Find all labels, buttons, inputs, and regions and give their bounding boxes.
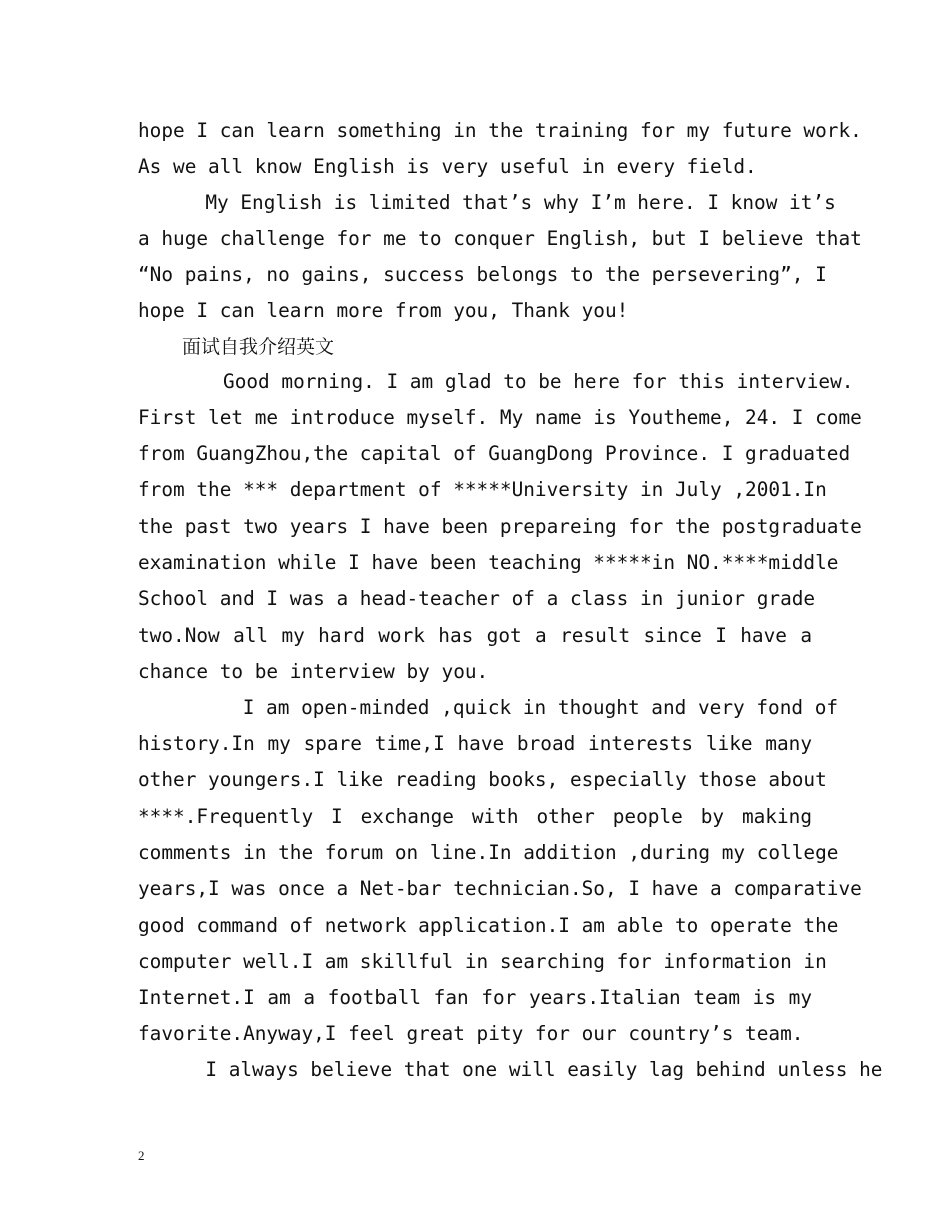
body-text-line: First let me introduce myself. My name is Youtheme, 24. I come bbox=[138, 406, 862, 429]
body-text-line: Good morning. I am glad to be here for this interview. bbox=[188, 370, 854, 393]
body-text-line: hope I can learn more from you, Thank you! bbox=[138, 299, 629, 322]
body-text-line: I always believe that one will easily lag behind unless he bbox=[182, 1058, 883, 1081]
body-text-line: ****.Frequently I exchange with other people by making bbox=[138, 805, 812, 828]
body-text-line: years,I was once a Net-bar technician.So, I have a comparative bbox=[138, 877, 862, 900]
body-text-line: hope I can learn something in the training for my future work. bbox=[138, 119, 862, 142]
body-text-line: a huge challenge for me to conquer English, but I believe that bbox=[138, 227, 862, 250]
body-text-line: As we all know English is very useful in every field. bbox=[138, 155, 757, 178]
body-text-line: chance to be interview by you. bbox=[138, 660, 489, 683]
body-text-line: My English is limited that’s why I’m here. I know it’s bbox=[182, 191, 836, 214]
body-text-line: the past two years I have been prepareing for the postgraduate bbox=[138, 515, 862, 538]
body-text-line: from the *** department of *****University in July ,2001.In bbox=[138, 478, 827, 501]
section-heading: 面试自我介绍英文 bbox=[182, 336, 335, 358]
body-text-line: other youngers.I like reading books, especially those about bbox=[138, 768, 827, 791]
body-text-line: favorite.Anyway,I feel great pity for our country’s team. bbox=[138, 1022, 804, 1045]
body-text-line: two.Now all my hard work has got a result since I have a bbox=[138, 624, 812, 647]
body-text-line: computer well.I am skillful in searching for information in bbox=[138, 950, 827, 973]
body-text-line: “No pains, no gains, success belongs to the persevering”, I bbox=[138, 263, 827, 286]
page-number: 2 bbox=[138, 1148, 145, 1163]
body-text-line: Internet.I am a football fan for years.Italian team is my bbox=[138, 986, 812, 1009]
body-text-line: examination while I have been teaching *****in NO.****middle bbox=[138, 551, 839, 574]
body-text-line: I am open-minded ,quick in thought and very fond of bbox=[196, 696, 839, 719]
body-text-line: School and I was a head-teacher of a class in junior grade bbox=[138, 587, 816, 610]
body-text-line: from GuangZhou,the capital of GuangDong Province. I graduated bbox=[138, 442, 851, 465]
body-text-line: good command of network application.I am able to operate the bbox=[138, 914, 839, 937]
body-text-line: history.In my spare time,I have broad interests like many bbox=[138, 732, 812, 755]
body-text-line: comments in the forum on line.In addition ,during my college bbox=[138, 841, 839, 864]
